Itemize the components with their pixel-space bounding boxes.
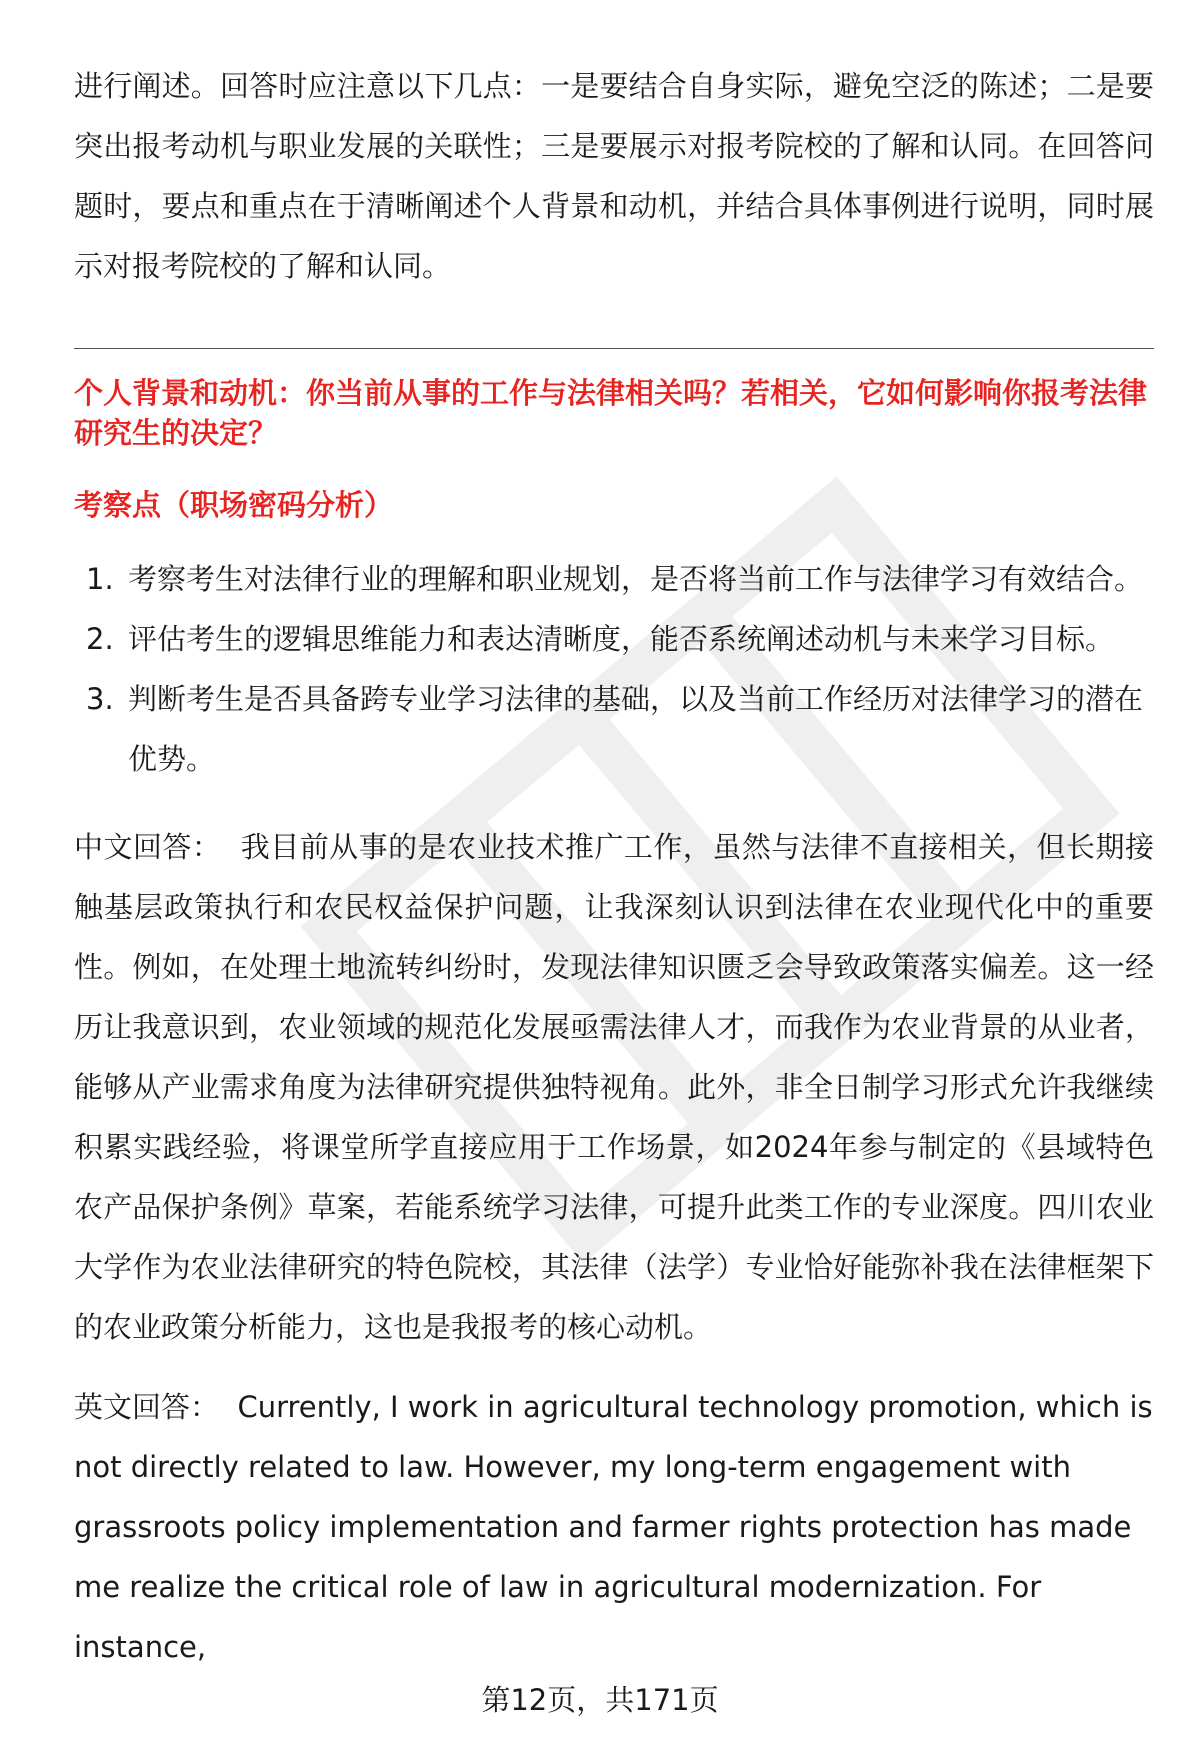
page-number-footer: 第12页，共171页 [481,1683,719,1717]
english-answer-label: 英文回答： [74,1390,220,1424]
content-area [74,56,1154,1677]
list-item-number: 1. [86,562,114,596]
list-item-number: 2. [86,622,114,656]
chinese-answer [74,817,1154,1357]
list-item-number: 3. [86,682,114,716]
section-divider [74,348,1154,349]
list-item [74,669,1154,789]
exam-points-heading: 考察点（职场密码分析） [74,488,394,522]
list-item [74,609,1154,669]
intro-paragraph: 进行阐述。回答时应注意以下几点：一是要结合自身实际，避免空泛的陈述；二是要突出报考动机与职业发展的关联性；三是要展示对报考院校的了解和认同。在回答问题时，要点和重点在于清晰阐述个人背景和动机，并结合具体事例进行说明，同时展示对报考院校的了解和认同。 [74,69,1154,283]
english-answer [74,1377,1154,1677]
list-item-text: 考察考生对法律行业的理解和职业规划，是否将当前工作与法律学习有效结合。 [128,562,1144,596]
english-answer-text: Currently, I work in agricultural technology promotion, which is not directly related to law. However, my long-term engagement with grassroots policy implementation and farmer rights protection has made me realize the critical role of law in agricultural modernization. For instance, [74,1390,1153,1664]
list-item-text: 评估考生的逻辑思维能力和表达清晰度，能否系统阐述动机与未来学习目标。 [128,622,1115,656]
list-item [74,549,1154,609]
question-heading: 个人背景和动机：你当前从事的工作与法律相关吗？若相关，它如何影响你报考法律研究生的决定？ [74,376,1148,450]
list-item-text: 判断考生是否具备跨专业学习法律的基础，以及当前工作经历对法律学习的潜在优势。 [128,682,1144,776]
chinese-answer-label: 中文回答： [74,830,222,864]
exam-points-list [74,549,1154,789]
chinese-answer-text: 我目前从事的是农业技术推广工作，虽然与法律不直接相关，但长期接触基层政策执行和农民权益保护问题，让我深刻认识到法律在农业现代化中的重要性。例如，在处理土地流转纠纷时，发现法律知识匮乏会导致政策落实偏差。这一经历让我意识到，农业领域的规范化发展亟需法律人才，而我作为农业背景的从业者，能够从产业需求角度为法律研究提供独特视角。此外，非全日制学习形式允许我继续积累实践经验，将课堂所学直接应用于工作场景，如2024年参与制定的《县域特色农产品保护条例》草案，若能系统学习法律，可提升此类工作的专业深度。四川农业大学作为农业法律研究的特色院校，其法律（法学）专业恰好能弥补我在法律框架下的农业政策分析能力，这也是我报考的核心动机。 [74,830,1154,1344]
